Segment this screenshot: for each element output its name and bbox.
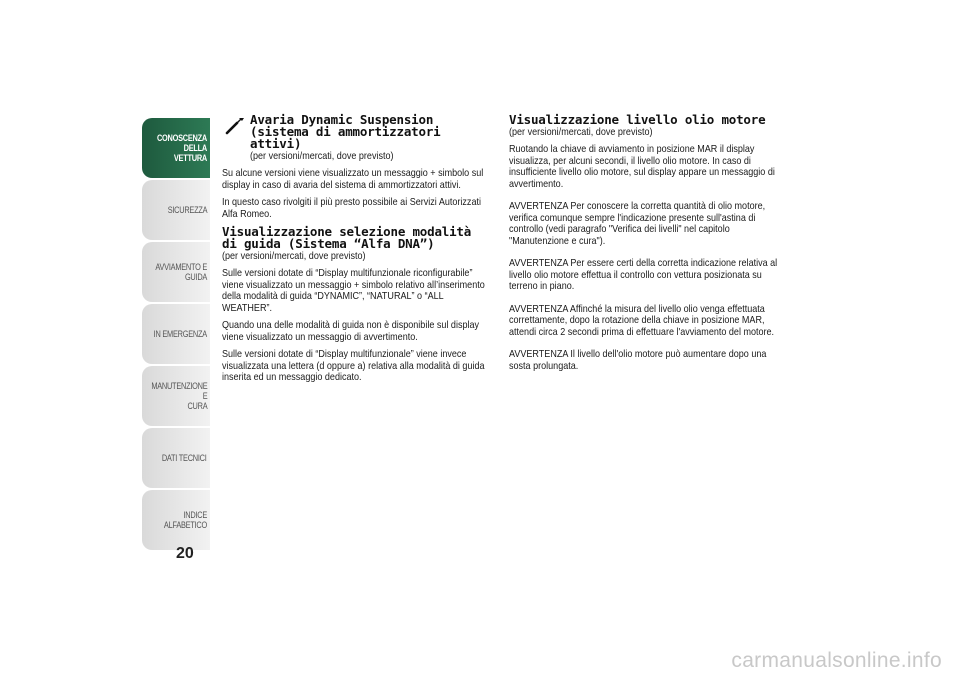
watermark: carmanualsonline.info bbox=[731, 649, 942, 672]
tab-label: AVVIAMENTO E GUIDA bbox=[155, 262, 207, 282]
warning-paragraph: AVVERTENZA Per conoscere la corretta quantità di olio motore, verifica comunque sempre l'indicazione presente sull'astina di controllo (vedi paragrafo "Verifica dei livelli" nel capitolo "Manutenzione e cura"). bbox=[509, 200, 766, 247]
warning-paragraph: AVVERTENZA Per essere certi della corretta indicazione relativa al livello olio motore effettua il controllo con vettura posizionata su terreno in piano. bbox=[509, 257, 778, 292]
warning-paragraph: AVVERTENZA Il livello dell'olio motore può aumentare dopo una sosta prolungata. bbox=[509, 348, 767, 372]
paragraph: Sulle versioni dotate di “Display multifunzionale” viene invece visualizzata una lettera (d oppure a) relativa alla modalità di guida inserita ed un messaggio dedicato. bbox=[222, 348, 485, 383]
paragraph: Ruotando la chiave di avviamento in posizione MAR il display visualizza, per alcuni secondi, il livello olio motore. In caso di insufficiente livello olio motore, sul display appare un messaggio di avvertimento. bbox=[509, 143, 775, 190]
paragraph: Sulle versioni dotate di “Display multifunzionale riconfigurabile” viene visualizzato un messaggio + simbolo relativo all’inserimento della modalità di guida “DYNAMIC”, “NATURAL” o “ALL WEATHER”. bbox=[222, 267, 485, 314]
paragraph: Su alcune versioni viene visualizzato un messaggio + simbolo sul display in caso di avaria del sistema di ammortizzatori attivi. bbox=[222, 167, 484, 191]
paragraph: Quando una delle modalità di guida non è disponibile sul display viene visualizzato un messaggio di avvertimento. bbox=[222, 319, 480, 343]
tab-in-emergenza[interactable] bbox=[142, 304, 210, 364]
section-heading: Avaria Dynamic Suspension bbox=[250, 112, 434, 127]
section-subtitle: (per versioni/mercati, dove previsto) bbox=[250, 150, 394, 162]
section-heading: Visualizzazione livello olio motore bbox=[509, 112, 766, 127]
tab-indice-alfabetico[interactable] bbox=[142, 490, 210, 550]
tab-label: INDICE ALFABETICO bbox=[163, 510, 207, 530]
page-number: 20 bbox=[176, 545, 194, 562]
tab-conoscenza-della-vettura[interactable] bbox=[142, 118, 210, 178]
tab-label: MANUTENZIONE E CURA bbox=[150, 381, 207, 411]
tab-dati-tecnici[interactable] bbox=[142, 428, 210, 488]
tab-label: DATI TECNICI bbox=[162, 453, 207, 463]
tab-manutenzione-e-cura[interactable] bbox=[142, 366, 210, 426]
section-heading: (sistema di ammortizzatori attivi) bbox=[250, 124, 441, 151]
tab-avviamento-e-guida[interactable] bbox=[142, 242, 210, 302]
section-heading: di guida (Sistema “Alfa DNA”) bbox=[222, 236, 435, 251]
warning-paragraph: AVVERTENZA Affinché la misura del livello olio venga effettuata correttamente, dopo la rotazione della chiave in posizione MAR, attendi circa 2 secondi prima di effettuare l'avviamento del motore. bbox=[509, 302, 775, 338]
section-subtitle: (per versioni/mercati, dove previsto) bbox=[222, 250, 366, 262]
tab-label: IN EMERGENZA bbox=[153, 329, 207, 339]
tab-sicurezza[interactable] bbox=[142, 180, 210, 240]
tab-label: SICUREZZA bbox=[167, 205, 207, 215]
section-subtitle: (per versioni/mercati, dove previsto) bbox=[509, 126, 653, 138]
tab-label: CONOSCENZA DELLA VETTURA bbox=[156, 133, 207, 163]
right-column bbox=[509, 114, 781, 378]
section-heading: Visualizzazione selezione modalità bbox=[222, 224, 472, 239]
paragraph: In questo caso rivolgiti il più presto possibile ai Servizi Autorizzati Alfa Romeo. bbox=[222, 196, 481, 220]
left-column bbox=[222, 114, 494, 390]
chapter-tabs bbox=[142, 118, 210, 552]
